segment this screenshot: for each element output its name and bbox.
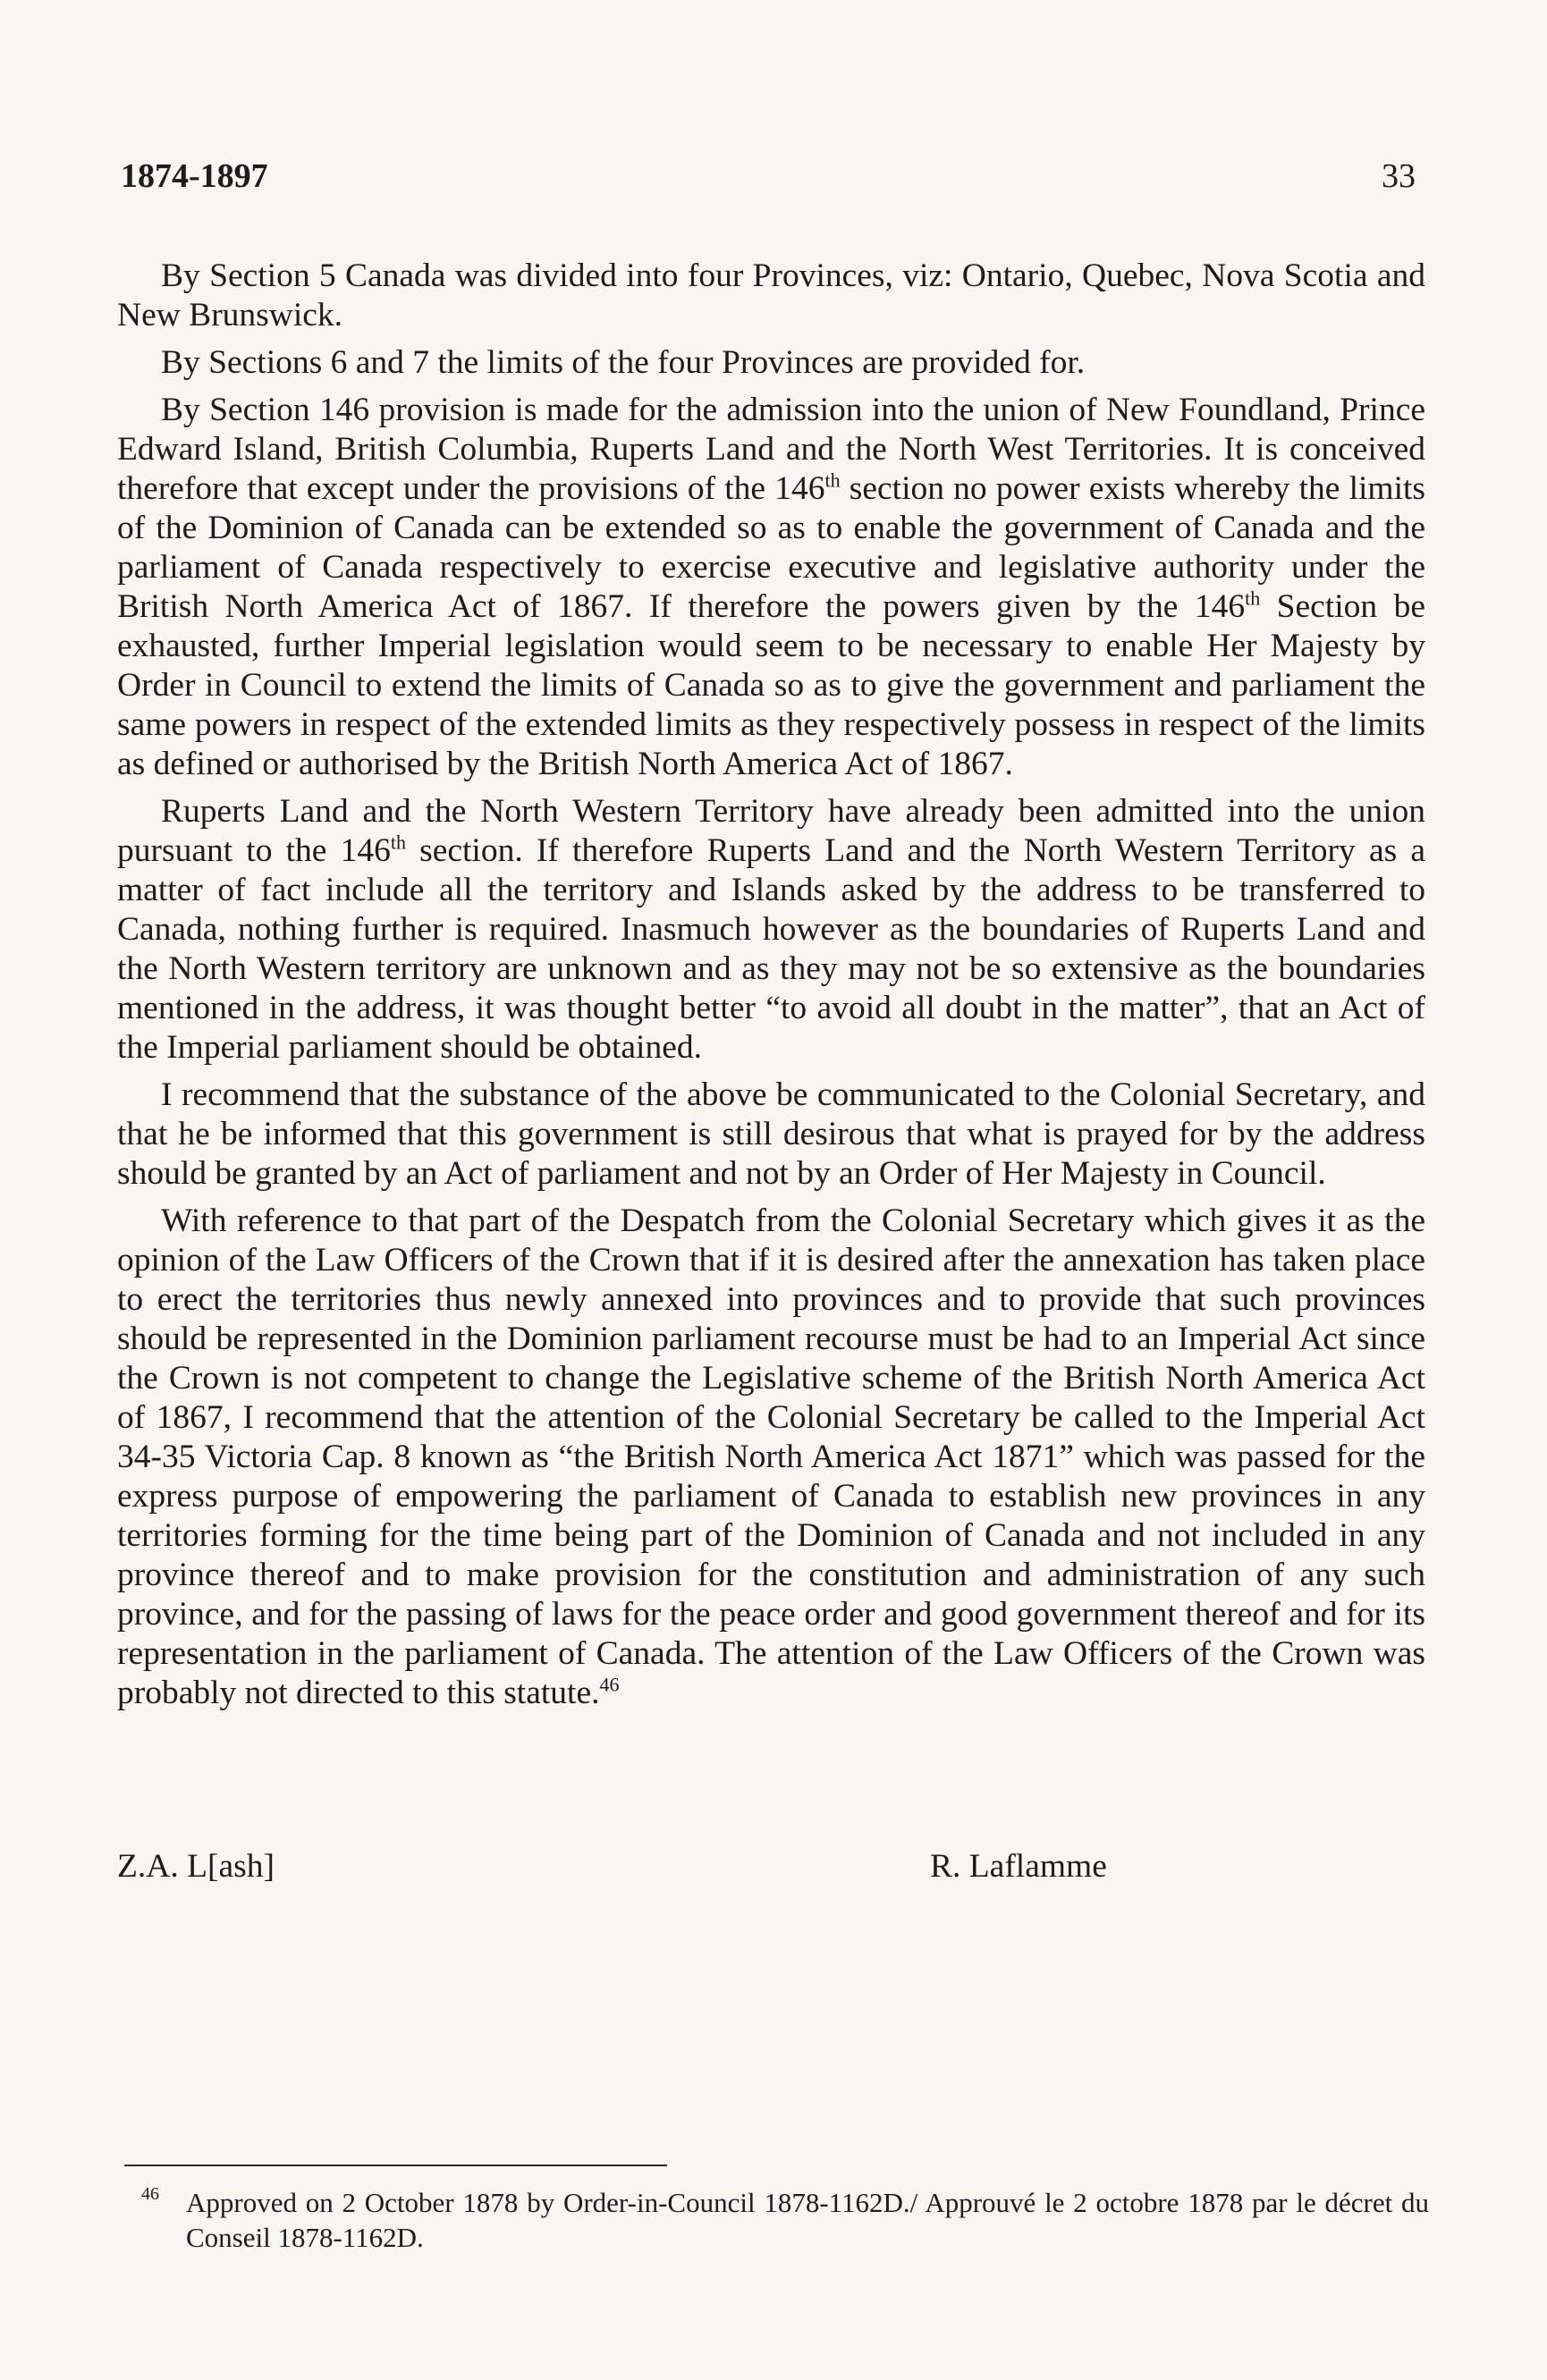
paragraph-despatch-reference-text: With reference to that part of the Despatch from the Colonial Secretary which gives it as the opinion of the Law Officers of the Crown that if it is desired after the annexation has taken place to erect the territories thus newly annexed into provinces and to provide that such provinces should be represented in the Dominion parliament recourse must be had to an Imperial Act since the Crown is not competent to change the Legislative scheme of the British North America Act of 1867, I recommend that the attention of the Colonial Secretary be called to the Imperial Act 34-35 Victoria Cap. 8 known as “the British North America Act 1871” which was passed for the express purpose of empowering the parliament of Canada to establish new provinces in any territories forming for the time being part of the Dominion of Canada and not included in any province thereof and to make provision for the constitution and administration of any such province, and for the passing of laws for the peace order and good government thereof and for its representation in the parliament of Canada. The attention of the Law Officers of the Crown was probably not directed to this statute. xyxy=(117,1203,1425,1711)
signature-laflamme: R. Laflamme xyxy=(930,1848,1107,1885)
paragraph-section-146-part-a: By Section 146 provision is made for the admission into the union of New Foundland, Prince Edward Island, British Columbia, Ruperts Land and the North West Territories. It is conceived therefore that except under the provisions of the 146 xyxy=(117,392,1425,507)
paragraph-section-146 xyxy=(117,391,1425,784)
paragraph-ruperts-land xyxy=(117,792,1425,1068)
paragraph-section-146-part-b: section no power exists whereby the limits of the Dominion of Canada can be extended so as to enable the government of Canada and the parliament of Canada respectively to exercise executive and legislative authority under the British North America Act of 1867. If therefore the powers given by the 146 xyxy=(117,470,1426,625)
footnote-reference: 46 xyxy=(599,1673,620,1696)
ordinal-suffix: th xyxy=(1245,587,1261,610)
paragraph-section-5: By Section 5 Canada was divided into four Provinces, viz: Ontario, Quebec, Nova Scotia and New Brunswick. xyxy=(117,257,1425,333)
footnote-divider xyxy=(124,2165,667,2166)
paragraph-sections-6-7: By Sections 6 and 7 the limits of the four Provinces are provided for. xyxy=(161,344,1086,381)
footnote xyxy=(117,2185,1429,2255)
paragraph-recommendation: I recommend that the substance of the above be communicated to the Colonial Secretary, and that he be informed that this government is still desirous that what is prayed for by the address should be granted by an Act of parliament and not by an Order of Her Majesty in Council. xyxy=(117,1076,1425,1192)
paragraph-despatch-reference xyxy=(117,1202,1425,1713)
signatures xyxy=(117,1847,1425,1890)
paragraph-section-146-part-c: Section be exhausted, further Imperial legislation would seem to be necessary to enable Her Majesty by Order in Council to extend the limits of Canada so as to give the government and parliament the same powers in respect of the extended limits as they respectively possess in respect of the limits as defined or authorised by the British North America Act of 1867. xyxy=(117,588,1425,782)
running-title: 1874-1897 xyxy=(121,157,268,195)
body-text xyxy=(117,257,1425,1713)
page-header xyxy=(121,156,1416,201)
paragraph-ruperts-land-part-b: section. If therefore Ruperts Land and the North Western Territory as a matter of fact include all the territory and Islands asked by the address to be transferred to Canada, nothing further is required. Inasmuch however as the boundaries of Ruperts Land and the North Western territory are unknown and as they may not be so extensive as the boundaries mentioned in the address, it was thought better “to avoid all doubt in the matter”, that an Act of the Imperial parliament should be obtained. xyxy=(117,832,1425,1066)
paragraph-ruperts-land-part-a: Ruperts Land and the North Western Territory have already been admitted into the union pursuant to the 146 xyxy=(117,793,1425,869)
ordinal-suffix: th xyxy=(390,831,406,854)
footnote-marker: 46 xyxy=(141,2184,159,2204)
signature-lash: Z.A. L[ash] xyxy=(117,1848,275,1885)
page-number: 33 xyxy=(1382,157,1416,195)
ordinal-suffix: th xyxy=(824,468,841,492)
footnote-text: Approved on 2 October 1878 by Order-in-Council 1878-1162D./ Approuvé le 2 octobre 1878 par le décret du Conseil 1878-1162D. xyxy=(186,2187,1429,2253)
